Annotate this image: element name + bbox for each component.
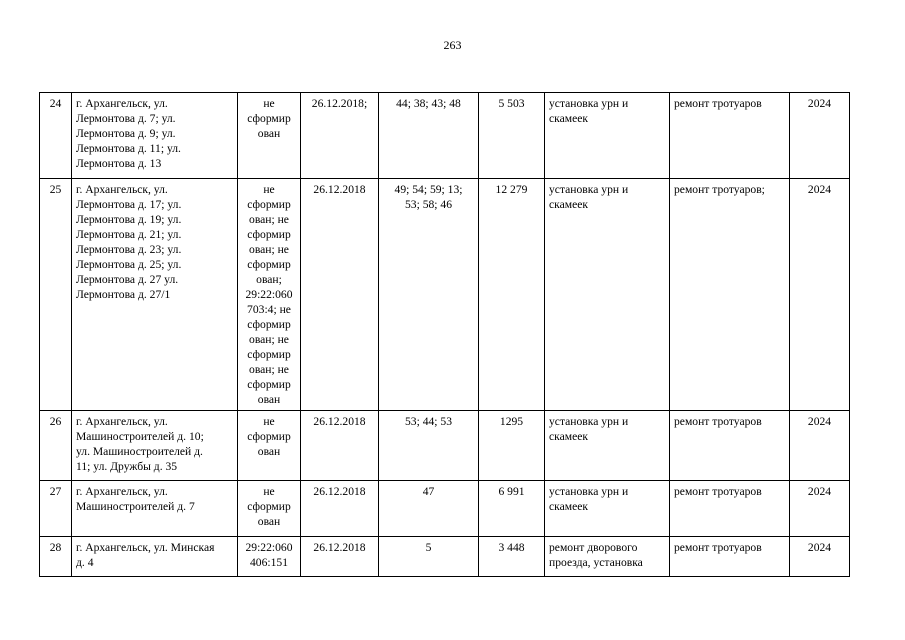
cadastral-number-line: ован; не [249, 363, 289, 376]
cadastral-number-cell [238, 481, 301, 537]
page-number: 263 [443, 38, 462, 52]
cadastral-number-line: сформир [247, 198, 291, 211]
cadastral-number-line: сформир [247, 430, 291, 443]
address-cell [72, 411, 238, 481]
address-line: Лермонтова д. 27/1 [76, 288, 171, 301]
address-line: Лермонтова д. 21; ул. [76, 228, 182, 241]
area-cell: 12 279 [479, 179, 545, 411]
row-number-cell: 28 [40, 537, 72, 577]
area-cell: 3 448 [479, 537, 545, 577]
object-ids-cell [379, 481, 479, 537]
additional-works-cell: ремонт тротуаров [670, 93, 790, 179]
address-line: Машиностроителей д. 7 [76, 500, 195, 513]
address-line: Лермонтова д. 11; ул. [76, 142, 181, 155]
date-cell: 26.12.2018 [301, 481, 379, 537]
cadastral-number-line: не [263, 415, 275, 428]
cadastral-number-line: ован; не [249, 243, 289, 256]
cadastral-number-line: ован [257, 127, 281, 140]
additional-works-cell: ремонт тротуаров; [670, 179, 790, 411]
table-row [40, 537, 850, 577]
address-line: г. Архангельск, ул. [76, 415, 168, 428]
minimum-works-line: скамеек [549, 198, 589, 211]
improvement-table [39, 92, 850, 577]
date-cell: 26.12.2018; [301, 93, 379, 179]
cadastral-number-line: сформир [247, 500, 291, 513]
cadastral-number-line: ован [257, 445, 281, 458]
minimum-works-cell [545, 411, 670, 481]
address-line: Лермонтова д. 17; ул. [76, 198, 182, 211]
cadastral-number-cell [238, 537, 301, 577]
cadastral-number-line: 29:22:060 [245, 288, 293, 301]
table-row [40, 411, 850, 481]
area-cell: 6 991 [479, 481, 545, 537]
minimum-works-line: установка урн и [549, 97, 629, 110]
cadastral-number-line: не [263, 183, 275, 196]
address-line: г. Архангельск, ул. [76, 183, 168, 196]
address-line: Лермонтова д. 25; ул. [76, 258, 182, 271]
address-line: д. 4 [76, 556, 94, 569]
minimum-works-cell [545, 537, 670, 577]
address-cell [72, 481, 238, 537]
row-number-cell: 24 [40, 93, 72, 179]
table-body [40, 93, 850, 577]
cadastral-number-line: сформир [247, 258, 291, 271]
year-cell: 2024 [790, 179, 850, 411]
address-line: г. Архангельск, ул. [76, 97, 168, 110]
object-ids-cell [379, 93, 479, 179]
year-cell: 2024 [790, 93, 850, 179]
year-cell: 2024 [790, 537, 850, 577]
object-ids-cell [379, 537, 479, 577]
address-line: Лермонтова д. 27 ул. [76, 273, 179, 286]
row-number-cell: 27 [40, 481, 72, 537]
minimum-works-cell [545, 179, 670, 411]
cadastral-number-line: сформир [247, 112, 291, 125]
minimum-works-line: скамеек [549, 430, 589, 443]
cadastral-number-line: ован [257, 515, 281, 528]
address-line: г. Архангельск, ул. Минская [76, 541, 215, 554]
object-ids-line: 5 [425, 541, 432, 554]
address-line: Лермонтова д. 7; ул. [76, 112, 176, 125]
address-line: Лермонтова д. 9; ул. [76, 127, 176, 140]
cadastral-number-line: не [263, 97, 275, 110]
address-line: Машиностроителей д. 10; [76, 430, 204, 443]
object-ids-line: 53; 44; 53 [404, 415, 453, 428]
minimum-works-line: скамеек [549, 112, 589, 125]
cadastral-number-line: ован; не [249, 213, 289, 226]
cadastral-number-line: ован; не [249, 333, 289, 346]
row-number-cell: 26 [40, 411, 72, 481]
cadastral-number-line: 703:4; не [247, 303, 291, 316]
minimum-works-cell [545, 93, 670, 179]
area-cell: 1295 [479, 411, 545, 481]
address-cell [72, 179, 238, 411]
cadastral-number-line: сформир [247, 348, 291, 361]
minimum-works-line: установка урн и [549, 415, 629, 428]
minimum-works-line: ремонт дворового [549, 541, 638, 554]
object-ids-line: 44; 38; 43; 48 [396, 97, 461, 110]
year-cell: 2024 [790, 481, 850, 537]
cadastral-number-line: ован [257, 393, 281, 406]
date-cell: 26.12.2018 [301, 411, 379, 481]
object-ids-line: 47 [422, 485, 435, 498]
cadastral-number-line: 406:151 [249, 556, 288, 569]
object-ids-line: 53; 58; 46 [404, 198, 453, 211]
additional-works-cell: ремонт тротуаров [670, 537, 790, 577]
additional-works-cell: ремонт тротуаров [670, 411, 790, 481]
cadastral-number-line: сформир [247, 228, 291, 241]
address-line: Лермонтова д. 23; ул. [76, 243, 182, 256]
object-ids-line: 49; 54; 59; 13; [394, 183, 463, 196]
table-row [40, 481, 850, 537]
table-row [40, 93, 850, 179]
cadastral-number-line: сформир [247, 318, 291, 331]
minimum-works-line: скамеек [549, 500, 589, 513]
address-cell [72, 537, 238, 577]
cadastral-number-line: ован; [256, 273, 282, 286]
area-cell: 5 503 [479, 93, 545, 179]
table-row [40, 179, 850, 411]
additional-works-cell: ремонт тротуаров [670, 481, 790, 537]
address-line: Лермонтова д. 19; ул. [76, 213, 182, 226]
object-ids-cell [379, 411, 479, 481]
cadastral-number-cell [238, 93, 301, 179]
minimum-works-cell [545, 481, 670, 537]
address-cell [72, 93, 238, 179]
cadastral-number-cell [238, 179, 301, 411]
date-cell: 26.12.2018 [301, 537, 379, 577]
cadastral-number-line: 29:22:060 [245, 541, 293, 554]
minimum-works-line: установка урн и [549, 183, 629, 196]
minimum-works-line: установка урн и [549, 485, 629, 498]
address-line: 11; ул. Дружбы д. 35 [76, 460, 178, 473]
address-line: Лермонтова д. 13 [76, 157, 162, 170]
object-ids-cell [379, 179, 479, 411]
cadastral-number-line: не [263, 485, 275, 498]
year-cell: 2024 [790, 411, 850, 481]
address-line: г. Архангельск, ул. [76, 485, 168, 498]
minimum-works-line: проезда, установка [549, 556, 643, 569]
date-cell: 26.12.2018 [301, 179, 379, 411]
cadastral-number-cell [238, 411, 301, 481]
row-number-cell: 25 [40, 179, 72, 411]
address-line: ул. Машиностроителей д. [76, 445, 203, 458]
cadastral-number-line: сформир [247, 378, 291, 391]
